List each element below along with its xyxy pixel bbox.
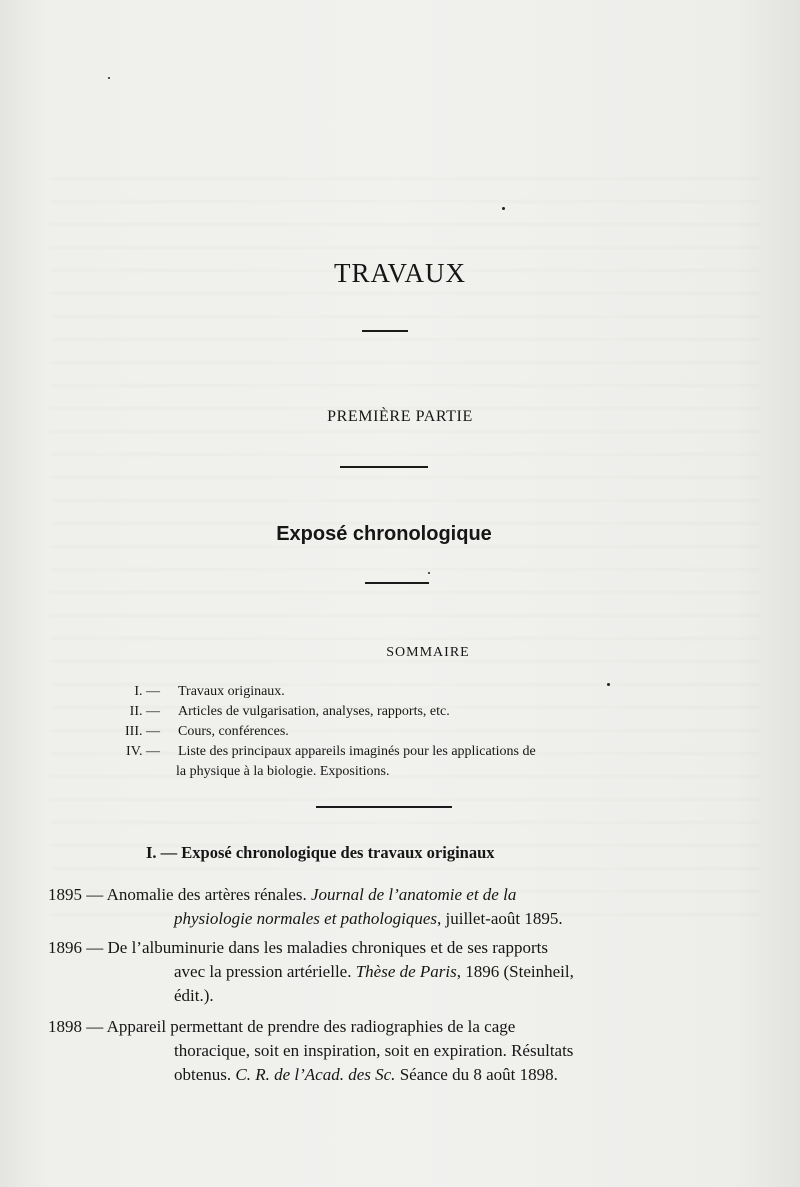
summary-item-text: Liste des principaux appareils imaginés pour les applications de — [178, 744, 536, 759]
bibliography-entry-1895 — [48, 883, 728, 931]
summary-item — [102, 722, 702, 742]
entry-text: , 1896 (Steinheil, — [456, 962, 574, 981]
entry-text: avec la pression artérielle. — [174, 962, 352, 981]
entry-text: Anomalie des artères rénales. — [106, 885, 307, 904]
entry-year: 1895 — — [48, 885, 104, 904]
summary-heading: SOMMAIRE — [386, 645, 470, 660]
entry-text: Appareil permettant de prendre des radiographies de la cage — [106, 1017, 516, 1036]
summary-item-text: Articles de vulgarisation, analyses, rapports, etc. — [178, 704, 450, 719]
print-speck — [502, 207, 505, 210]
entry-text: thoracique, soit en inspiration, soit en expiration. Résultats — [174, 1041, 574, 1060]
title-rule — [362, 330, 408, 332]
summary-item-continuation — [102, 762, 702, 782]
bibliography-entry-1898 — [48, 1015, 728, 1087]
summary-item — [102, 742, 702, 762]
entry-text: Séance du 8 août 1898. — [399, 1065, 558, 1084]
summary-item-text: Cours, conférences. — [178, 724, 289, 739]
entry-text: obtenus. — [174, 1065, 232, 1084]
print-speck — [428, 572, 430, 574]
summary-item-text: la physique à la biologie. Expositions. — [176, 764, 390, 779]
entry-year: 1896 — — [48, 938, 104, 957]
summary-list — [102, 682, 702, 782]
entry-text: , juillet-août 1895. — [437, 909, 563, 928]
entry-text: De l’albuminurie dans les maladies chroniques et de ses rapports — [107, 938, 548, 957]
summary-item-number: III. — — [125, 724, 160, 739]
entry-journal: Journal de l’anatomie et de la — [310, 885, 517, 904]
summary-item — [102, 682, 702, 702]
print-speck — [607, 683, 610, 686]
entry-text: édit.). — [174, 986, 214, 1005]
part-heading: PREMIÈRE PARTIE — [327, 408, 473, 425]
summary-item-text: Travaux originaux. — [178, 684, 285, 699]
chapter-heading: I. — Exposé chronologique des travaux originaux — [146, 843, 495, 862]
part-rule — [340, 466, 428, 468]
entry-journal: Thèse de Paris — [355, 962, 457, 981]
bibliography-entry-1896 — [48, 936, 728, 1008]
print-speck — [108, 77, 110, 79]
summary-item-number: II. — — [129, 704, 160, 719]
entry-journal: C. R. de l’Acad. des Sc. — [235, 1065, 396, 1084]
summary-item-number: I. — — [134, 684, 160, 699]
section-rule — [365, 582, 429, 584]
summary-rule — [316, 806, 452, 808]
entry-journal: physiologie normales et pathologiques — [174, 909, 438, 928]
section-title: Exposé chronologique — [276, 523, 492, 545]
summary-item-number: IV. — — [126, 744, 160, 759]
page-title: TRAVAUX — [333, 258, 467, 288]
entry-year: 1898 — — [48, 1017, 104, 1036]
summary-item — [102, 702, 702, 722]
